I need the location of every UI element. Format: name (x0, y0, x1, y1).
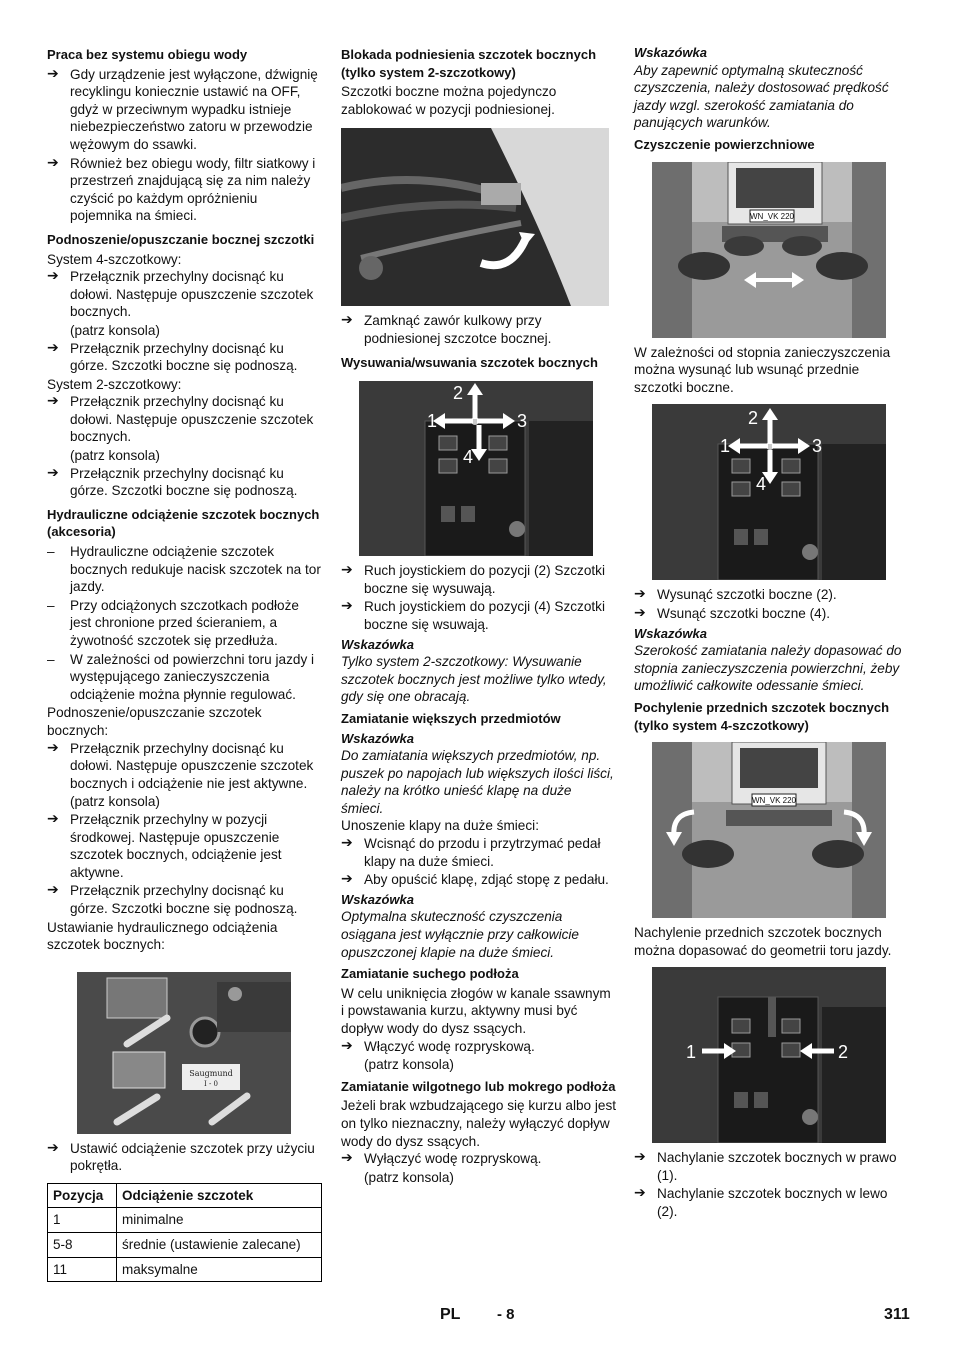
column-1 (47, 44, 323, 1282)
instruction: ➔ Aby opuścić klapę, zdjąć stopę z pedału. (341, 871, 617, 889)
heading-hydraulic-relief: Hydrauliczne odciążenie szczotek bocznych (akcesoria) (47, 506, 320, 540)
joystick-label: 1 (720, 436, 731, 457)
bullet: – Hydrauliczne odciążenie szczotek bocznych redukuje nacisk szczotek na tor jazdy. (47, 543, 323, 596)
text: Szczotki boczne można pojedynczo zablokować w pozycji podniesionej. (341, 84, 557, 117)
table-cell: maksymalne (117, 1257, 322, 1282)
instruction: ➔ Przełącznik przechylny docisnąć ku dołowi. Następuje opuszczenie szczotek bocznych i odciążenie nie jest aktywne. (47, 740, 323, 793)
heading-raise-lower: Podnoszenie/opuszczanie bocznej szczotki (47, 231, 315, 247)
heading-extend: Wysuwania/wsuwania szczotek bocznych (341, 354, 598, 370)
instruction: ➔ Wsunąć szczotki boczne (4). (634, 605, 910, 623)
photo-knob-panel (77, 972, 291, 1134)
text: Nachylenie przednich szczotek bocznych można dopasować do geometrii toru jazdy. (634, 925, 892, 958)
bullet: – Przy odciążonych szczotkach podłoże jest chronione przed ścieraniem, a żywotność szczotek się przedłuża. (47, 597, 323, 650)
heading-wet: Zamiatanie wilgotnego lub mokrego podłoża (341, 1078, 616, 1094)
heading-surface: Czyszczenie powierzchniowe (634, 136, 815, 152)
note-heading: Wskazówka (634, 625, 707, 641)
footer-page-sub: - 8 (497, 1306, 515, 1323)
note-text: Optymalna skuteczność czyszczenia osiągana jest wyłącznie przy całkowicie opuszczonej klapie na duże śmieci. (341, 909, 579, 960)
instruction: ➔ Gdy urządzenie jest wyłączone, dźwignię recyklingu koniecznie ustawić na OFF, gdyż w przeciwnym wypadku istnieje niebezpieczeństwo zatoru w przewodzie wężowym do ssawki. (47, 66, 323, 154)
instruction: ➔ Nachylanie szczotek bocznych w prawo (1). (634, 1149, 910, 1184)
text: Ustawianie hydraulicznego odciążenia szczotek bocznych: (47, 919, 278, 953)
text: (patrz konsola) (70, 448, 160, 464)
instruction: ➔ Przełącznik przechylny docisnąć ku dołowi. Następuje opuszczenie szczotek bocznych. (47, 393, 323, 446)
text: (patrz konsola) (70, 322, 160, 338)
tilt-label: 2 (838, 1042, 849, 1063)
column-3 (634, 44, 910, 1222)
bullet: – W zależności od powierzchni toru jazdy i występującego zanieczyszczenia odciążenie można płynnie regulować. (47, 651, 323, 704)
table-cell: minimalne (117, 1208, 322, 1233)
table-cell: średnie (ustawienie zalecane) (117, 1233, 322, 1258)
heading-tilt: Pochylenie przednich szczotek bocznych (tylko system 4-szczotkowy) (634, 699, 890, 733)
text: W zależności od stopnia zanieczyszczenia można wysunąć lub wsunąć przednie szczotki boczne. (634, 344, 891, 395)
joystick-label: 3 (517, 411, 528, 432)
text: (patrz konsola) (364, 1169, 454, 1185)
note-text: Szerokość zamiatania należy dopasować do stopnia zanieczyszczenia powierzchni, żeby umożliwić całkowite odessanie śmieci. (634, 643, 902, 694)
text: System 2-szczotkowy: (47, 376, 182, 392)
table-header: Pozycja (48, 1183, 117, 1208)
table-row (48, 1208, 322, 1233)
text: (patrz konsola) (364, 1057, 454, 1073)
photo-sweeper-front (652, 162, 886, 338)
relief-table (47, 1183, 322, 1282)
figure-label: Saugmund (189, 1068, 233, 1078)
photo-joystick-panel (359, 381, 593, 556)
instruction: ➔ Wysunąć szczotki boczne (2). (634, 586, 910, 604)
instruction: ➔ Wyłączyć wodę rozpryskową. (341, 1150, 617, 1168)
note-text: Tylko system 2-szczotkowy: Wysuwanie szczotek bocznych jest możliwe tylko wtedy, gdy się one obracają. (341, 654, 607, 705)
instruction: ➔ Ruch joystickiem do pozycji (4) Szczotki boczne się wsuwają. (341, 598, 617, 633)
text: (patrz konsola) (70, 794, 160, 810)
table-cell: 11 (48, 1257, 117, 1282)
note-heading: Wskazówka (341, 730, 414, 746)
license-plate: WN_VK 220 (749, 211, 795, 221)
heading-dry: Zamiatanie suchego podłoża (341, 966, 519, 982)
instruction: ➔ Przełącznik przechylny docisnąć ku górze. Szczotki boczne się podnoszą. (47, 465, 323, 500)
instruction: ➔ Przełącznik przechylny docisnąć ku dołowi. Następuje opuszczenie szczotek bocznych. (47, 268, 323, 321)
instruction: ➔ Wcisnąć do przodu i przytrzymać pedał klapy na duże śmieci. (341, 835, 617, 870)
column-2 (341, 44, 617, 1186)
table-cell: 1 (48, 1208, 117, 1233)
joystick-label: 2 (453, 383, 464, 404)
instruction: ➔ Przełącznik przechylny w pozycji środkowej. Następuje opuszczenie szczotek bocznych, odciążenie jest aktywne. (47, 811, 323, 881)
joystick-label: 3 (812, 436, 823, 457)
note-heading: Wskazówka (341, 891, 414, 907)
note-text: Do zamiatania większych przedmiotów, np. puszek po napojach lub większych ilości liści, należy na krótko unieść klapę na duże śmieci. (341, 748, 614, 816)
photo-tilt-switch-panel (652, 967, 886, 1143)
text: Podnoszenie/opuszczanie szczotek bocznych: (47, 705, 262, 738)
joystick-label: 1 (427, 411, 438, 432)
text: Unoszenie klapy na duże śmieci: (341, 818, 539, 834)
photo-joystick-panel-2 (652, 404, 886, 580)
table-row (48, 1233, 322, 1258)
tilt-label: 1 (686, 1042, 697, 1063)
instruction: ➔ Włączyć wodę rozpryskową. (341, 1038, 617, 1056)
text: Jeżeli brak wzbudzającego się kurzu albo jest on tylko nieznaczny, należy wyłączyć dopływ wody do dysz ssących. (341, 1098, 617, 1149)
text: W celu uniknięcia złogów w kanale ssawnym i powstawania kurzu, aktywny musi być dopływ wody do dysz ssących. (341, 985, 611, 1036)
instruction: ➔ Ruch joystickiem do pozycji (2) Szczotki boczne się wysuwają. (341, 562, 617, 597)
heading-lock: Blokada podniesienia szczotek bocznych (tylko system 2-szczotkowy) (341, 47, 597, 80)
photo-ball-valve (341, 128, 609, 306)
photo-sweeper-tilt (652, 742, 886, 918)
footer-language: PL (440, 1306, 461, 1323)
text: System 4-szczotkowy: (47, 251, 182, 267)
instruction: ➔ Ustawić odciążenie szczotek przy użyciu pokrętła. (47, 1140, 323, 1175)
joystick-label: 4 (756, 474, 767, 495)
heading-no-recirculation: Praca bez systemu obiegu wody (47, 47, 248, 62)
instruction: ➔ Przełącznik przechylny docisnąć ku górze. Szczotki boczne się podnoszą. (47, 340, 323, 375)
heading-large-objects: Zamiatanie większych przedmiotów (341, 710, 561, 726)
footer-page-number: 311 (884, 1306, 910, 1323)
table-cell: 5-8 (48, 1233, 117, 1258)
table-header: Odciążenie szczotek (117, 1183, 322, 1208)
instruction: ➔ Zamknąć zawór kulkowy przy podniesionej szczotce bocznej. (341, 312, 617, 347)
figure-label: I - 0 (203, 1079, 219, 1088)
note-text: Aby zapewnić optymalną skuteczność czyszczenia, należy dostosować prędkość jazdy wzgl. szerokość zamiatania do panujących warunków. (634, 62, 889, 131)
joystick-label: 2 (748, 408, 759, 429)
note-heading: Wskazówka (634, 45, 707, 60)
license-plate: WN_VK 220 (751, 796, 797, 806)
table-row (48, 1257, 322, 1282)
instruction: ➔ Przełącznik przechylny docisnąć ku górze. Szczotki boczne się podnoszą. (47, 882, 323, 917)
instruction: ➔ Nachylanie szczotek bocznych w lewo (2). (634, 1185, 910, 1220)
note-heading: Wskazówka (341, 636, 414, 652)
instruction: ➔ Również bez obiegu wody, filtr siatkowy i przestrzeń znajdującą się za nim należy czyścić po każdym opróżnieniu pojemnika na śmieci. (47, 155, 323, 225)
joystick-label: 4 (463, 447, 474, 468)
